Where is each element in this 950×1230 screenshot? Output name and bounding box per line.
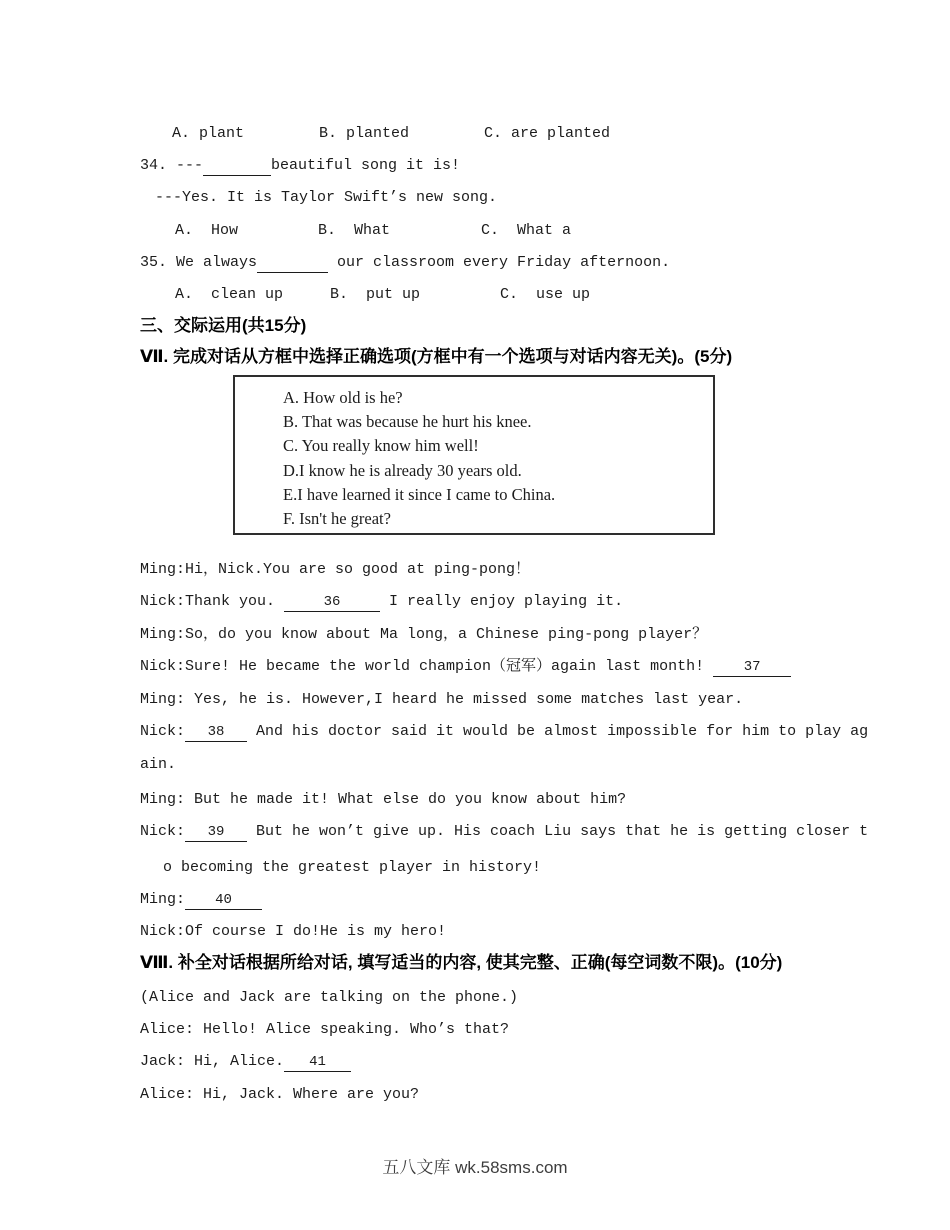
q35-options-row bbox=[175, 285, 590, 305]
answer-blank-38: 38 bbox=[185, 723, 247, 742]
dialogue-line-continuation-1: ain. bbox=[140, 756, 177, 773]
dialogue-text: Ming: bbox=[140, 891, 186, 908]
q33-option-b: B. planted bbox=[319, 125, 410, 142]
box-option-c: C. You really know him well! bbox=[283, 436, 479, 456]
part8-heading: Ⅷ. 补全对话根据所给对话, 填写适当的内容, 使其完整、正确(每空词数不限)。(10分) bbox=[140, 953, 783, 972]
dialogue-line-continuation-2: o becoming the greatest player in history! bbox=[163, 859, 542, 876]
q33-option-c: C. are planted bbox=[484, 125, 611, 142]
answer-blank-40: 40 bbox=[185, 891, 262, 910]
dialogue-text: Nick:Sure! He became the world champion（冠军）again last month! bbox=[140, 658, 714, 675]
q35-stem-pre: 35. We always bbox=[140, 254, 258, 271]
q35-stem bbox=[140, 253, 670, 273]
q35-stem-post: our classroom every Friday afternoon. bbox=[328, 254, 671, 271]
dialogue-line-nick-4 bbox=[140, 822, 868, 842]
q34-options-row bbox=[175, 221, 571, 241]
footer-watermark: 五八文库 wk.58sms.com bbox=[382, 1158, 568, 1177]
dialogue-line-ming-3: Ming: Yes, he is. However,I heard he missed some matches last year. bbox=[140, 691, 744, 708]
dialogue-line-nick-5: Nick:Of course I do!He is my hero! bbox=[140, 923, 447, 940]
box-option-f: F. Isn't he great? bbox=[283, 509, 391, 529]
q34-answer-blank bbox=[203, 157, 271, 176]
dialogue-line-nick-3 bbox=[140, 722, 868, 742]
answer-blank-39: 39 bbox=[185, 823, 247, 842]
answer-blank-36: 36 bbox=[284, 593, 380, 612]
q35-option-c: C. use up bbox=[500, 286, 591, 303]
dialogue-line-ming-5 bbox=[140, 890, 262, 910]
q34-reply: ---Yes. It is Taylor Swift’s new song. bbox=[155, 189, 498, 206]
dialogue-text: Jack: Hi, Alice. bbox=[140, 1053, 285, 1070]
q35-option-b: B. put up bbox=[330, 286, 421, 303]
dialogue-line-ming-2: Ming:So，do you know about Ma long，a Chinese ping-pong player？ bbox=[140, 626, 708, 643]
part8-line-alice-1: Alice: Hello! Alice speaking. Who’s that? bbox=[140, 1021, 510, 1038]
dialogue-line-nick-1 bbox=[140, 592, 623, 612]
dialogue-line-nick-2 bbox=[140, 657, 791, 677]
q34-option-b: B. What bbox=[318, 222, 391, 239]
dialogue-text: I really enjoy playing it. bbox=[380, 593, 624, 610]
dialogue-line-ming-4: Ming: But he made it! What else do you know about him? bbox=[140, 791, 627, 808]
box-option-d: D.I know he is already 30 years old. bbox=[283, 460, 522, 480]
box-option-a: A. How old is he? bbox=[283, 388, 403, 407]
dialogue-text: But he won’t give up. His coach Liu says that he is getting closer t bbox=[247, 823, 869, 840]
q34-stem-post: beautiful song it is! bbox=[271, 157, 461, 174]
dialogue-text: Nick: bbox=[140, 723, 186, 740]
q33-option-a: A. plant bbox=[172, 125, 245, 142]
dialogue-text: Nick: bbox=[140, 823, 186, 840]
dialogue-text: Nick:Thank you. bbox=[140, 593, 285, 610]
answer-blank-41: 41 bbox=[284, 1053, 351, 1072]
q34-stem bbox=[140, 156, 460, 176]
options-box bbox=[233, 375, 715, 535]
section3-heading: 三、交际运用(共15分) bbox=[140, 316, 307, 335]
part8-line-jack-1 bbox=[140, 1052, 351, 1072]
part7-heading: Ⅶ. 完成对话从方框中选择正确选项(方框中有一个选项与对话内容无关)。(5分) bbox=[140, 347, 733, 366]
box-option-e: E.I have learned it since I came to China. bbox=[283, 484, 556, 504]
q33-options-row bbox=[172, 124, 610, 144]
dialogue-line-ming-1: Ming:Hi，Nick.You are so good at ping-pong！ bbox=[140, 561, 531, 578]
part8-intro-line: (Alice and Jack are talking on the phone.) bbox=[140, 989, 519, 1006]
dialogue-text: And his doctor said it would be almost impossible for him to play ag bbox=[247, 723, 869, 740]
q34-option-a: A. How bbox=[175, 222, 239, 239]
box-option-b: B. That was because he hurt his knee. bbox=[283, 412, 532, 432]
answer-blank-37: 37 bbox=[713, 658, 791, 677]
part8-line-alice-2: Alice: Hi, Jack. Where are you? bbox=[140, 1086, 420, 1103]
q35-option-a: A. clean up bbox=[175, 286, 284, 303]
q34-option-c: C. What a bbox=[481, 222, 572, 239]
q35-answer-blank bbox=[257, 254, 328, 273]
q34-stem-pre: 34. --- bbox=[140, 157, 204, 174]
